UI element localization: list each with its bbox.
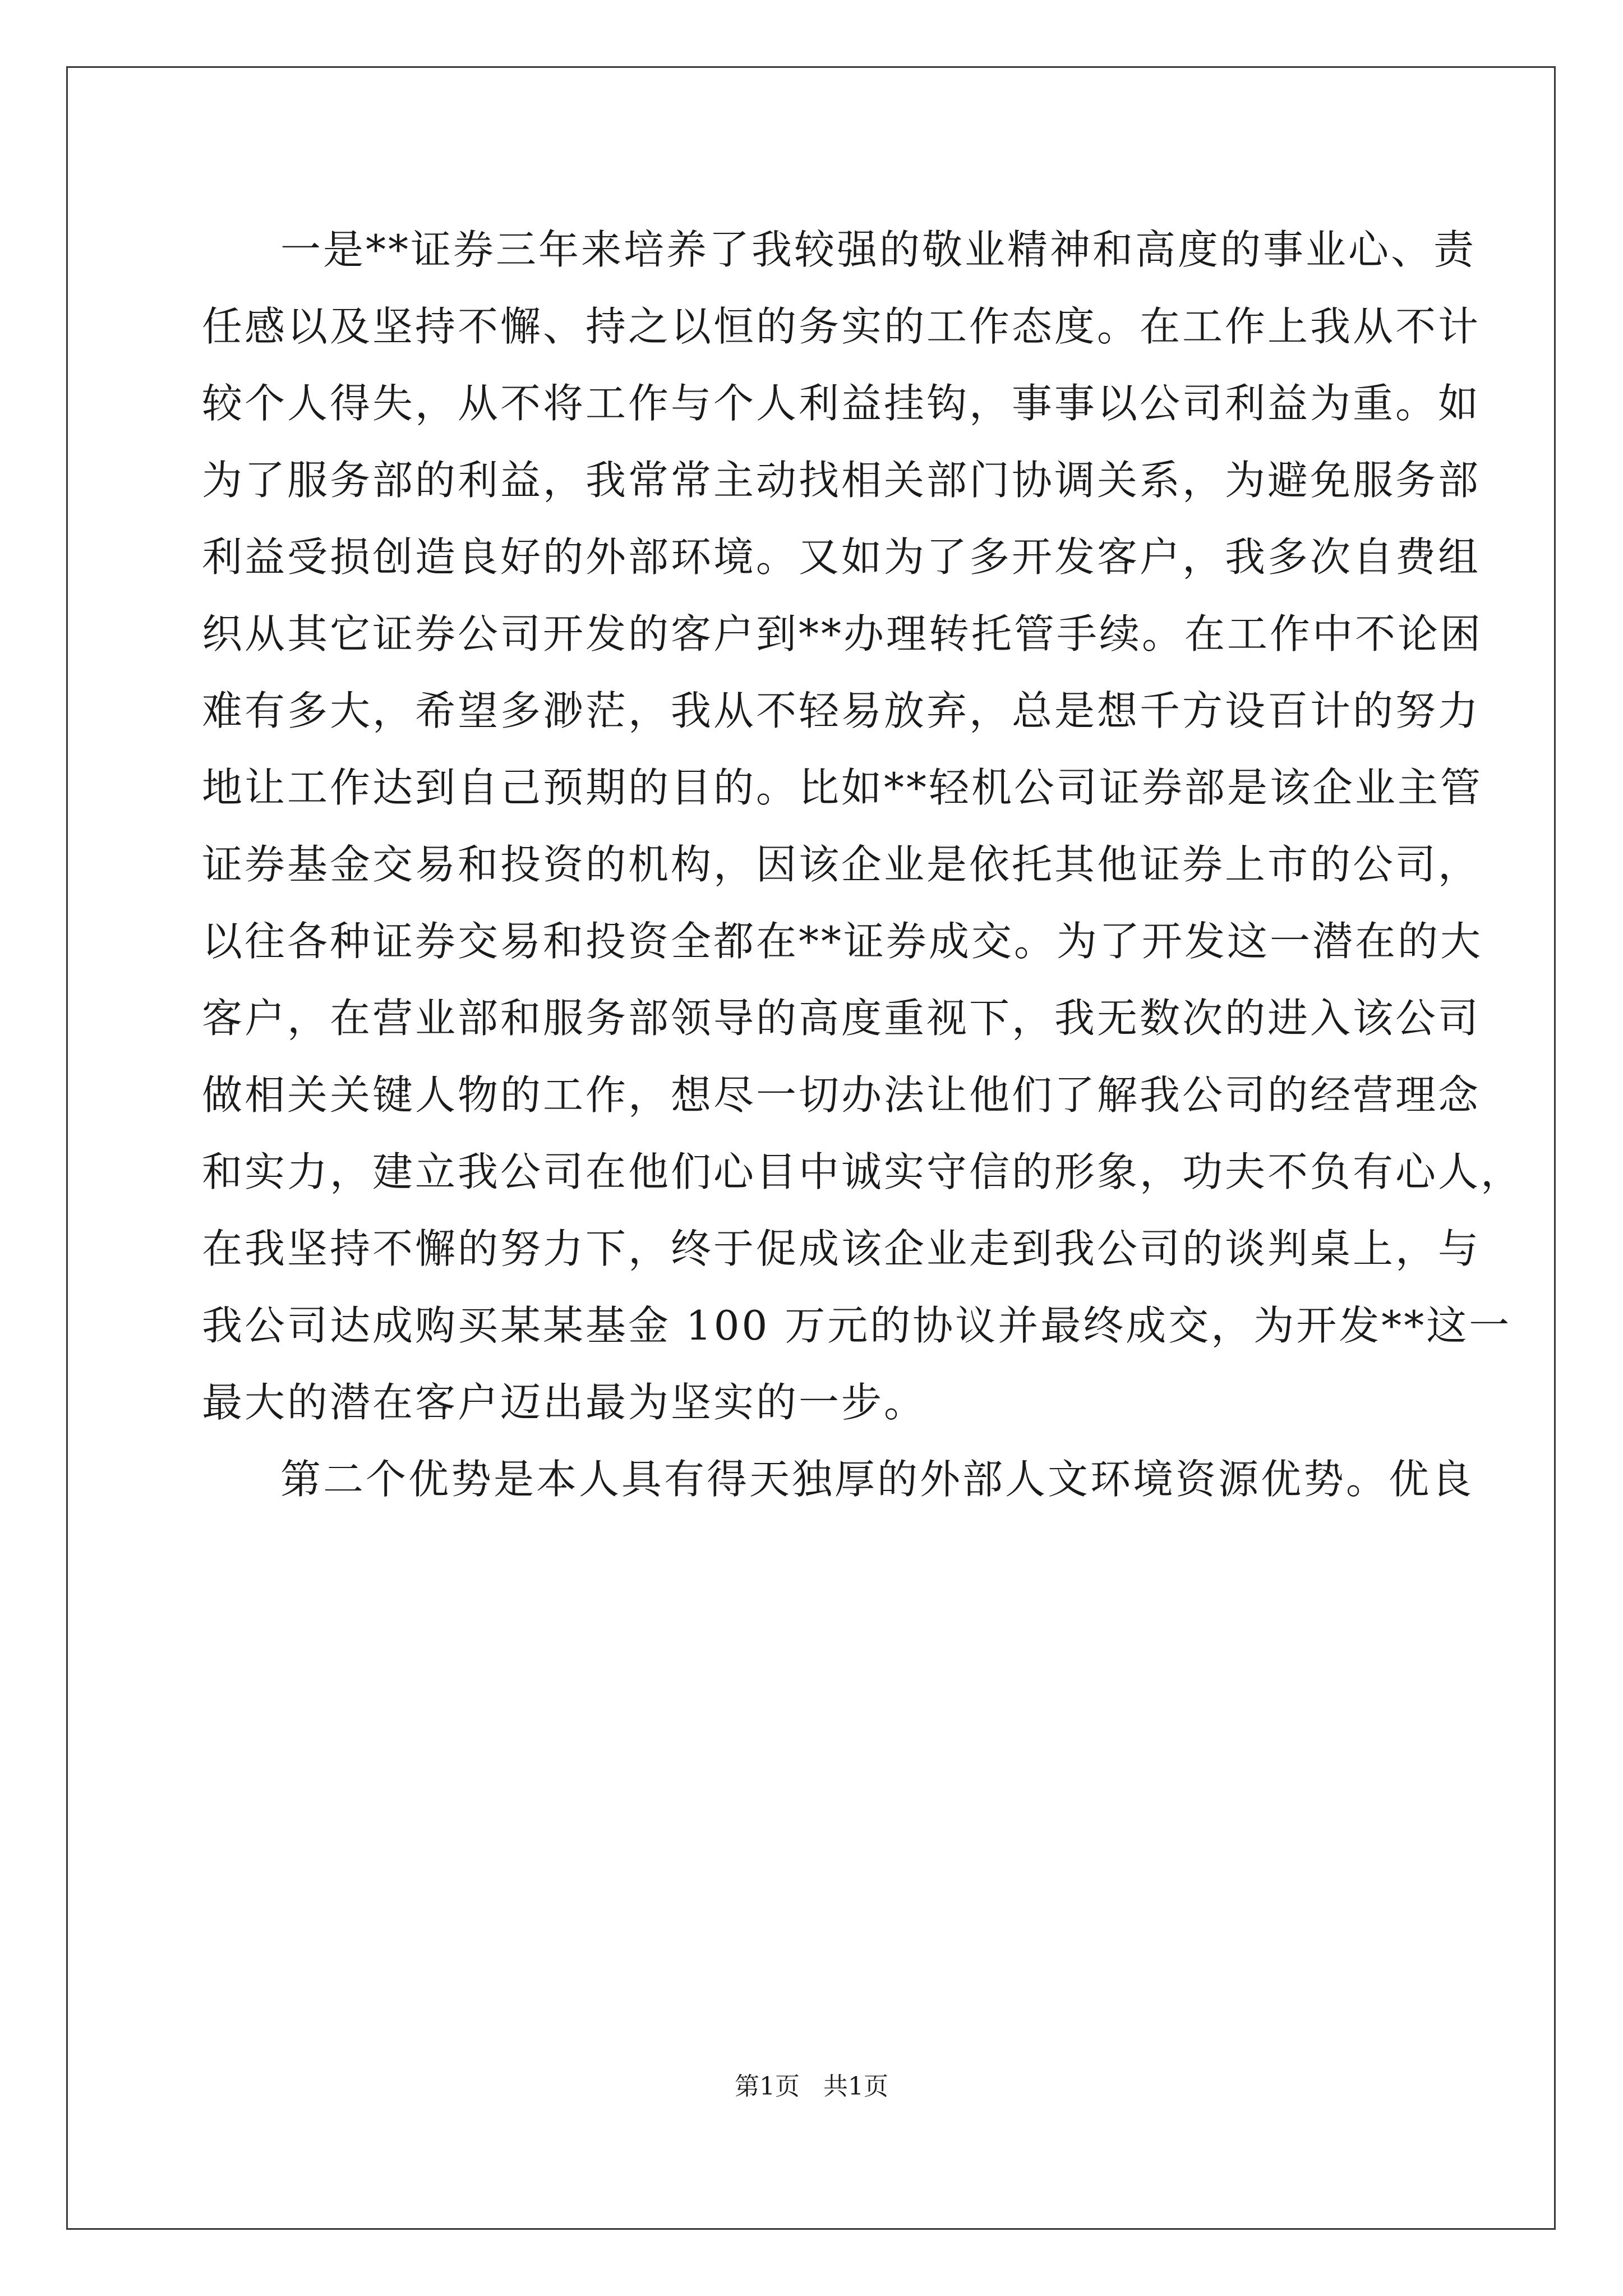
paragraph-1-line-8: 地让工作达到自己预期的目的。比如**轻机公司证券部是该企业主管 — [202, 764, 1483, 811]
paragraph-1-line-9: 证券基金交易和投资的机构，因该企业是依托其他证券上市的公司， — [202, 841, 1481, 888]
paragraph-1-line-14: 在我坚持不懈的努力下，终于促成该企业走到我公司的谈判桌上，与 — [202, 1225, 1481, 1272]
paragraph-1-line-11: 客户，在营业部和服务部领导的高度重视下，我无数次的进入该公司 — [202, 995, 1481, 1042]
paragraph-1-line-2: 任感以及坚持不懈、持之以恒的务实的工作态度。在工作上我从不计 — [202, 303, 1481, 350]
paragraph-1-line-3: 较个人得失，从不将工作与个人利益挂钩，事事以公司利益为重。如 — [202, 380, 1481, 427]
paragraph-1-line-4: 为了服务部的利益，我常常主动找相关部门协调关系，为避免服务部 — [202, 457, 1481, 504]
paragraph-1-line-5: 利益受损创造良好的外部环境。又如为了多开发客户，我多次自费组 — [202, 533, 1481, 581]
paragraph-2-line-1: 第二个优势是本人具有得天独厚的外部人文环境资源优势。优良 — [280, 1456, 1474, 1503]
paragraph-1-line-16: 最大的潜在客户迈出最为坚实的一步。 — [202, 1379, 927, 1426]
paragraph-1-line-13: 和实力，建立我公司在他们心目中诚实守信的形象，功夫不负有心人， — [202, 1148, 1524, 1195]
paragraph-1-line-10: 以往各种证券交易和投资全都在**证券成交。为了开发这一潜在的大 — [202, 918, 1483, 965]
paragraph-1-line-1: 一是**证券三年来培养了我较强的敬业精神和高度的事业心、责 — [280, 226, 1477, 273]
page-footer: 第1页 共1页 — [735, 2072, 888, 2101]
paragraph-1-line-12: 做相关关键人物的工作，想尽一切办法让他们了解我公司的经营理念 — [202, 1071, 1481, 1119]
paragraph-1-line-15: 我公司达成购买某某基金 100 万元的协议并最终成交，为开发**这一 — [202, 1302, 1512, 1349]
paragraph-1-line-7: 难有多大，希望多渺茫，我从不轻易放弃，总是想千方设百计的努力 — [202, 687, 1481, 734]
paragraph-1-line-6: 织从其它证券公司开发的客户到**办理转托管手续。在工作中不论困 — [202, 610, 1483, 657]
